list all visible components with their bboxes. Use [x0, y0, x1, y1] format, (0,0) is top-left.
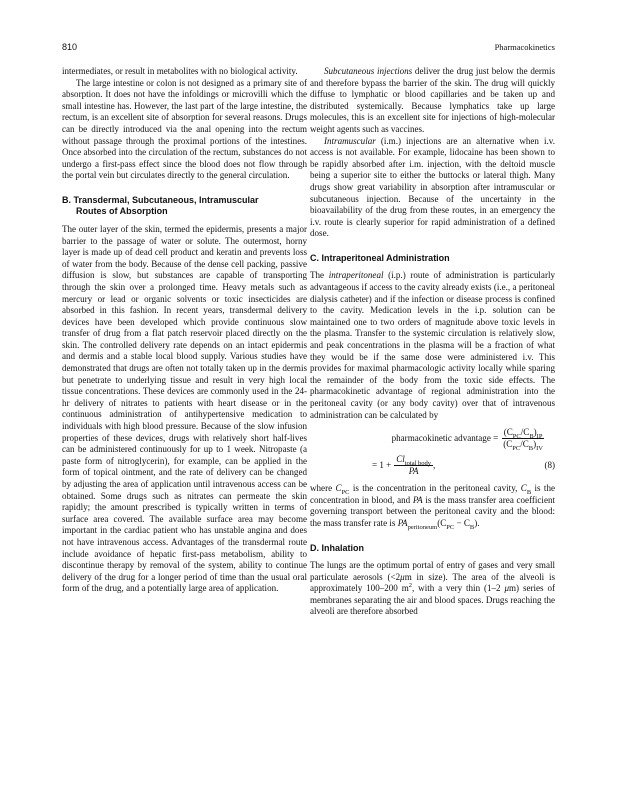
paragraph: The large intestine or colon is not designed as a primary site of absorption. It does not have the infoldings or microvilli which the small intestine has. However, the last part of the large intestine, the rectum, is an excellent site of absorption for several reasons. Drugs can be directly introduced via the anal opening into the rectum without passage through the proximal portions of the intestines. Once absorbed into the circulation of the rectum, substances do not undergo a first-pass effect since the blood does not flow through the portal vein but circulates directly to the general circulation. — [62, 77, 307, 181]
fraction-denominator: PA — [408, 466, 419, 477]
paragraph: The lungs are the optimum portal of entry of gases and very small particulate aerosols (<2μm in size). The area of the alveoli is approximately 100–200 $m^2$, with a very thin (1–2 μm) series of membranes separating the air and blood spaces. Drugs reaching the alveoli are therefore absorbed — [310, 560, 555, 617]
heading-line: Routes of Absorption — [76, 206, 168, 217]
text: (i.m.) injections are an alternative when i.v. access is not available. For example, lidocaine has been shown to be rapidly absorbed after i.m. injection, with the deltoid muscle being a superior site to either the buttocks or lateral thigh. Many drugs show great variability in absorption after intramuscular or subcutaneous injection. Because of the uncertainty in the bioavailability of the drug from these routes, in an emergency the i.v. route is clearly superior for rapid administration of a defined dose. — [310, 135, 555, 239]
paragraph: where $C_{PC}$ is the concentration in the peritoneal cavity, $C_B$ is the concentration in blood, and PA is the mass transfer area coefficient governing transport between the peritoneal cavity and the blood: the mass transfer rate is $PA_{peritoneum}(C_{PC} - C_B)$. — [310, 483, 555, 531]
text: The — [310, 270, 329, 281]
paragraph: intermediates, or result in metabolites with no biological activity. — [62, 66, 298, 76]
equation-number: (8) — [544, 459, 555, 470]
section-heading-d: D. Inhalation — [310, 542, 364, 553]
page-number: 810 — [62, 42, 78, 52]
equation-lhs: pharmacokinetic advantage = — [391, 432, 499, 443]
left-column — [62, 66, 307, 595]
fraction-numerator: $(C_{PC}/C_B)_{IP}$ — [503, 427, 543, 440]
paragraph — [310, 270, 555, 421]
equation-lhs: = 1 + — [372, 459, 392, 470]
paragraph — [310, 66, 555, 136]
text: deliver the drug just below the dermis and therefore bypass the barrier of the skin. The drug will quickly diffuse to lymphatic or blood capillaries and be taken up and distributed systemically. Because lymphatics take up large molecules, this is an excellent site for injections of high-molecular weight agents such as vaccines. — [310, 66, 555, 134]
equation-fraction — [501, 427, 545, 450]
paragraph: The outer layer of the skin, termed the epidermis, presents a major barrier to the passage of water or solute. The outermost, horny layer is made up of dead cell product and keratin and prevents loss of water from the body. Because of the dense cell packing, passive diffusion is slow, but substances are capable of transporting through the skin over a prolonged time. Heavy metals such as mercury or lead or organic solvents or toxic insecticides are absorbed in this fashion. In recent years, transdermal delivery devices have been developed which provide continuous slow transfer of drug from a flat patch reservoir placed directly on the skin. The controlled delivery rate depends on an intact epidermis and dermis and a stable local blood supply. Various studies have demonstrated that drugs are often not totally taken up in the dermis but penetrate to underlying tissue and result in very high local tissue concentrations. These devices are commonly used in the 24-hr delivery of nitrates to patients with heart disease or in the continuous administration of antihypertensive medication to individuals with high blood pressure. Because of the slow infusion properties of these devices, drugs with relatively short half-lives can be administered continuously for up to 1 week. Nitropaste (a paste form of nitroglycerin), for example, can be applied in the form of topical ointment, and the rate of delivery can be changed by adjusting the area of application until intravenous access can be obtained. Some drugs such as nitrates can permeate the skin rapidly; the amount prescribed is typically written in terms of surface area covered. The available surface area may become important in the cardiac patient who has unstable angina and does not have intravenous access. Advantages of the transdermal route include avoidance of hepatic first-pass metabolism, ability to discontinue therapy by removal of the system, ability to continue delivery of the drug for a longer period of time than the usual oral form of the drug, and a potentially large area of application. — [62, 223, 307, 594]
term: intraperitoneal — [328, 270, 384, 281]
term: Intramuscular — [324, 135, 376, 146]
fraction-numerator: $Cl_{total body}$ — [396, 454, 432, 467]
equation-pharmacokinetic-advantage — [310, 427, 555, 450]
text: (i.p.) route of administration is particularly advantageous if access to the cavity already exists (i.e., a peritoneal dialysis catheter) and if the infection or disease process is confined to the cavity. Medication levels in the i.p. solution can be maintained one to two orders of magnitude above toxic levels in the plasma. Transfer to the systemic circulation is relatively slow, and peak concentrations in the plasma will be a fraction of what they would be if the same dose were administered i.v. This provides for maximal pharmacologic activity locally while sparing the remainder of the body from the toxic side effects. The pharmacokinetic advantage of regional administration into the peritoneal cavity (or any body cavity) over that of intravenous administration can be calculated by — [310, 270, 555, 420]
equation-comma: , — [433, 459, 436, 470]
heading-line: B. Transdermal, Subcutaneous, Intramuscular — [62, 194, 259, 205]
running-title: Pharmacokinetics — [494, 42, 555, 52]
section-heading-c: C. Intraperitoneal Administration — [310, 252, 450, 263]
equation-fraction — [394, 454, 436, 477]
right-column — [310, 66, 555, 618]
equation-line-2 — [310, 454, 555, 477]
term: Subcutaneous injections — [324, 66, 413, 76]
section-heading-b — [62, 195, 307, 218]
paragraph — [310, 136, 555, 240]
fraction-denominator: $(C_{PC}/C_B)_{IV}$ — [503, 439, 543, 452]
